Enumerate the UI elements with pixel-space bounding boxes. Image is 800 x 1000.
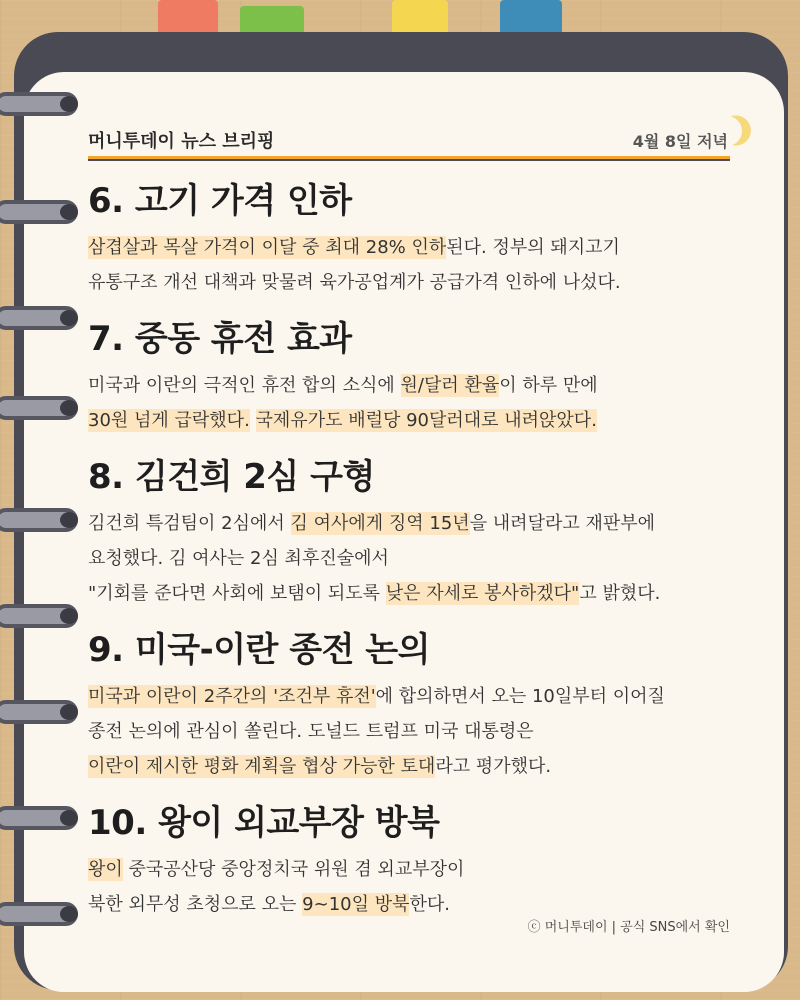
news-item-line — [88, 541, 738, 576]
binder-ring — [0, 508, 78, 532]
page-header — [88, 120, 728, 160]
news-item-title: 10. 왕이 외교부장 방북 — [88, 803, 440, 843]
news-item — [88, 454, 738, 611]
binder-ring — [0, 92, 78, 116]
binder-ring — [0, 902, 78, 926]
binder-ring — [0, 200, 78, 224]
news-item-line — [88, 506, 738, 541]
body-text: 한다. — [409, 894, 450, 915]
news-list — [88, 178, 738, 938]
body-text: 된다. 정부의 돼지고기 — [446, 237, 620, 258]
body-text: "기회를 준다면 사회에 보탬이 되도록 — [88, 583, 386, 604]
news-item — [88, 800, 738, 922]
highlighted-text: 왕이 — [88, 859, 123, 880]
briefing-date: 4월 8일 저녁 — [632, 131, 728, 151]
news-item — [88, 627, 738, 784]
news-item-body — [88, 506, 738, 611]
body-text: 김건희 특검팀이 2심에서 — [88, 513, 291, 534]
news-item-line — [88, 265, 738, 300]
binder-ring — [0, 700, 78, 724]
body-text: 유통구조 개선 대책과 맞물려 육가공업계가 공급가격 인하에 나섰다. — [88, 272, 621, 293]
binder-ring — [0, 604, 78, 628]
news-item — [88, 316, 738, 438]
news-item — [88, 178, 738, 300]
highlighted-text: 이란이 제시한 평화 계획을 협상 가능한 토대 — [88, 756, 436, 777]
body-text: 종전 논의에 관심이 쏠린다. 도널드 트럼프 미국 대통령은 — [88, 721, 534, 742]
header-divider — [88, 156, 730, 161]
body-text: 이 하루 만에 — [499, 375, 598, 396]
body-text: 중국공산당 중앙정치국 위원 겸 외교부장이 — [122, 859, 465, 880]
news-item-line — [88, 749, 738, 784]
body-text: 북한 외무성 초청으로 오는 — [88, 894, 303, 915]
news-item-body — [88, 679, 738, 784]
highlighted-text: 김 여사에게 징역 15년 — [290, 513, 470, 534]
news-item-line — [88, 403, 738, 438]
news-item-line — [88, 679, 738, 714]
body-text: 고 밝혔다. — [579, 583, 661, 604]
body-text: 미국과 이란의 극적인 휴전 합의 소식에 — [88, 375, 401, 396]
news-item-title: 7. 중동 휴전 효과 — [88, 319, 352, 359]
footer-credit: ⓒ 머니투데이 | 공식 SNS에서 확인 — [527, 920, 730, 935]
body-text: 을 내려달라고 재판부에 — [469, 513, 656, 534]
news-item-title: 8. 김건희 2심 구형 — [88, 457, 375, 497]
binder-ring — [0, 306, 78, 330]
news-item-body — [88, 852, 738, 922]
highlighted-text: 원/달러 환율 — [400, 375, 500, 396]
news-item-line — [88, 714, 738, 749]
body-text: 요청했다. 김 여사는 2심 최후진술에서 — [88, 548, 389, 569]
news-item-line — [88, 852, 738, 887]
highlighted-text: 삼겹살과 목살 가격이 이달 중 최대 28% 인하 — [88, 237, 447, 258]
body-text: 에 합의하면서 오는 10일부터 이어질 — [375, 686, 665, 707]
binder-ring — [0, 396, 78, 420]
binder-ring — [0, 806, 78, 830]
news-item-title: 9. 미국-이란 종전 논의 — [88, 630, 430, 670]
page-title: 머니투데이 뉴스 브리핑 — [88, 131, 275, 152]
news-item-line — [88, 368, 738, 403]
highlighted-text: 낮은 자세로 봉사하겠다" — [385, 583, 580, 604]
highlighted-text: 30원 넘게 급락했다. — [88, 410, 250, 431]
news-item-body — [88, 368, 738, 438]
news-item-body — [88, 230, 738, 300]
body-text: 라고 평가했다. — [435, 756, 552, 777]
news-item-title: 6. 고기 가격 인하 — [88, 181, 352, 221]
highlighted-text: 9~10일 방북 — [302, 894, 410, 915]
highlighted-text: 국제유가도 배럴당 90달러대로 내려앉았다. — [255, 410, 597, 431]
body-text — [250, 410, 256, 431]
news-item-line — [88, 230, 738, 265]
news-item-line — [88, 576, 738, 611]
highlighted-text: 미국과 이란이 2주간의 '조건부 휴전' — [88, 686, 376, 707]
